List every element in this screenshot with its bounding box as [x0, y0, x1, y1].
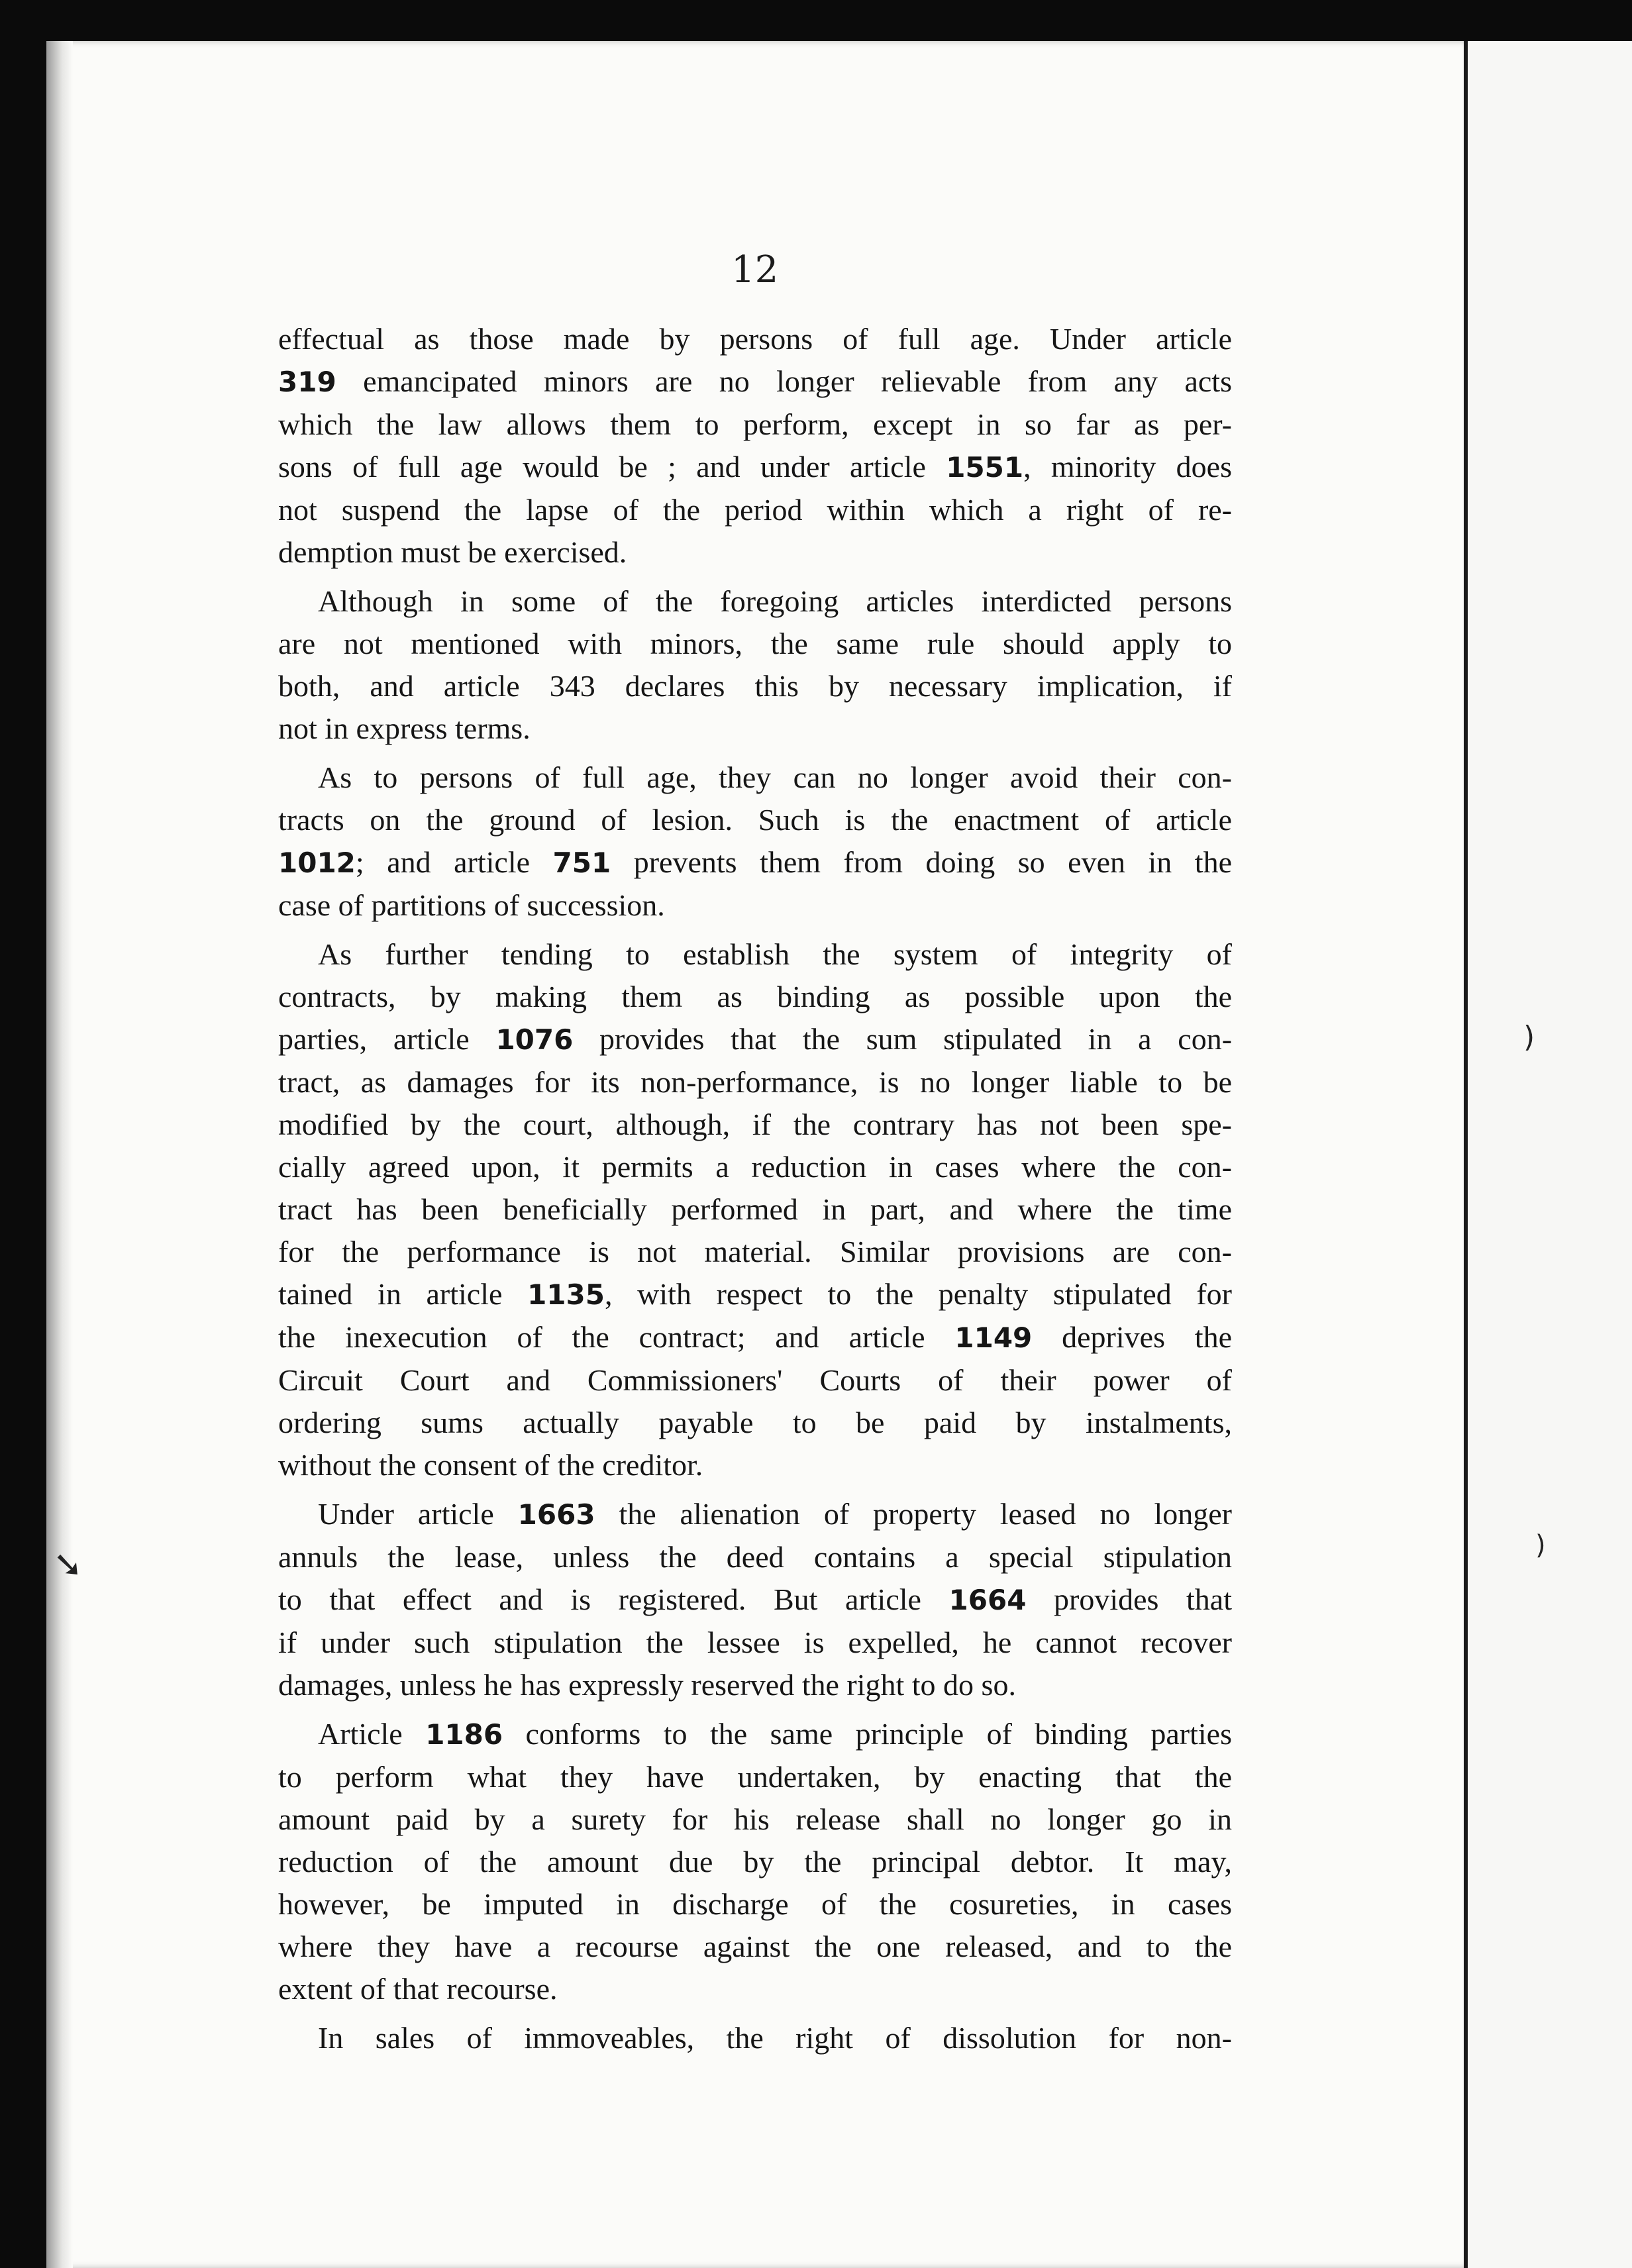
text-run: to perform what they have undertaken, by enacting that the [278, 1760, 1232, 1794]
page-number: 12 [731, 248, 779, 291]
text-line [278, 799, 1232, 841]
page-binding-shadow [46, 41, 73, 2268]
text-run: tract has been beneficially performed in part, and where the time [278, 1192, 1232, 1226]
text-run: effectual as those made by persons of full age. Under article [278, 322, 1232, 356]
text-run: parties, article [278, 1022, 496, 1056]
text-run: In sales of immoveables, the right of dissolution for non- [318, 2021, 1232, 2055]
text-run: to that effect and is registered. But article [278, 1582, 949, 1616]
paragraph [278, 318, 1232, 574]
text-line [278, 1926, 1232, 1968]
article-number: 1664 [948, 1584, 1027, 1616]
text-line [278, 623, 1232, 665]
text-run: , minority does [1023, 450, 1233, 484]
text-run: conforms to the same principle of binding parties [503, 1717, 1233, 1751]
margin-mark-left: ➘ [53, 1543, 83, 1585]
article-number: 1076 [495, 1023, 574, 1056]
text-run: tained in article [278, 1277, 528, 1311]
text-run: Circuit Court and Commissioners' Courts of their power of [278, 1363, 1232, 1397]
text-line [278, 360, 1232, 403]
text-run: provides that [1026, 1582, 1232, 1616]
text-line [278, 1188, 1232, 1231]
paragraph [278, 756, 1232, 927]
text-run: As further tending to establish the system of integrity of [318, 937, 1232, 971]
text-line [278, 1713, 1232, 1756]
text-line [278, 976, 1232, 1018]
text-line [278, 1359, 1232, 1402]
text-run: tract, as damages for its non-performance, is no longer liable to be [278, 1065, 1232, 1099]
text-line [278, 1316, 1232, 1359]
text-run: sons of full age would be ; and under article [278, 450, 946, 484]
adjacent-page-edge [1464, 41, 1632, 2268]
text-run: if under such stipulation the lessee is expelled, he cannot recover [278, 1625, 1232, 1659]
text-run: where they have a recourse against the one released, and to the [278, 1930, 1232, 1963]
text-run: emancipated minors are no longer relievable from any acts [336, 364, 1232, 398]
article-number: 1551 [946, 451, 1024, 484]
text-run: Article [318, 1717, 426, 1751]
article-number: 1149 [954, 1321, 1033, 1354]
text-run: , with respect to the penalty stipulated for [604, 1277, 1232, 1311]
text-run: modified by the court, although, if the contrary has not been spe- [278, 1108, 1232, 1141]
paragraph [278, 1713, 1232, 2010]
text-line [278, 1018, 1232, 1061]
text-line [278, 403, 1232, 446]
text-line [278, 1536, 1232, 1578]
text-line [278, 1578, 1232, 1622]
article-number: 1186 [425, 1718, 503, 1751]
article-number: 319 [278, 366, 336, 398]
text-run: extent of that recourse. [278, 1972, 558, 2006]
text-line [278, 531, 1232, 574]
text-line [278, 1883, 1232, 1926]
text-line [278, 1664, 1232, 1706]
article-number: 1663 [517, 1498, 595, 1531]
text-run: damages, unless he has expressly reserved the right to do so. [278, 1668, 1016, 1702]
text-line [278, 446, 1232, 489]
text-run: are not mentioned with minors, the same rule should apply to [278, 627, 1232, 660]
text-run: reduction of the amount due by the principal debtor. It may, [278, 1845, 1232, 1879]
text-run: Under article [318, 1497, 518, 1531]
text-line [278, 1061, 1232, 1104]
text-run: cially agreed upon, it permits a reduction in cases where the con- [278, 1150, 1232, 1184]
paragraph [278, 933, 1232, 1486]
text-line [278, 1146, 1232, 1188]
text-run: ; and article [355, 845, 553, 879]
text-run: annuls the lease, unless the deed contains a special stipulation [278, 1540, 1232, 1574]
text-line [278, 1622, 1232, 1664]
text-run: deprives the [1032, 1320, 1232, 1354]
paragraph [278, 1493, 1232, 1706]
text-line [278, 884, 1232, 927]
text-run: tracts on the ground of lesion. Such is the enactment of article [278, 803, 1232, 837]
text-line [278, 841, 1232, 884]
text-run: ordering sums actually payable to be paid by instalments, [278, 1406, 1232, 1439]
text-run: both, and article 343 declares this by necessary implication, if [278, 669, 1232, 703]
text-line [278, 1231, 1232, 1273]
text-line [278, 1444, 1232, 1486]
margin-mark-right-2: ) [1535, 1530, 1546, 1561]
text-line [278, 1756, 1232, 1798]
article-number: 1135 [527, 1278, 605, 1311]
text-line [278, 665, 1232, 707]
text-line [278, 707, 1232, 750]
text-run: provides that the sum stipulated in a con- [573, 1022, 1233, 1056]
paragraph [278, 2017, 1232, 2059]
text-line [278, 1841, 1232, 1883]
article-number: 1012 [278, 847, 356, 879]
text-run: not suspend the lapse of the period within which a right of re- [278, 493, 1232, 527]
text-run: for the performance is not material. Similar provisions are con- [278, 1235, 1232, 1268]
text-line [278, 756, 1232, 799]
text-line [278, 1104, 1232, 1146]
text-run: without the consent of the creditor. [278, 1448, 703, 1482]
paragraph [278, 580, 1232, 750]
margin-mark-right: ) [1523, 1020, 1535, 1054]
text-line [278, 1968, 1232, 2010]
text-line [278, 1798, 1232, 1841]
article-number: 751 [552, 847, 611, 879]
text-line [278, 489, 1232, 531]
text-run: the inexecution of the contract; and article [278, 1320, 955, 1354]
text-run: the alienation of property leased no longer [595, 1497, 1232, 1531]
text-line [278, 318, 1232, 360]
text-run: prevents them from doing so even in the [611, 845, 1232, 879]
text-run: contracts, by making them as binding as possible upon the [278, 980, 1232, 1013]
text-run: Although in some of the foregoing articles interdicted persons [318, 584, 1232, 618]
text-run: which the law allows them to perform, except in so far as per- [278, 407, 1232, 441]
text-run: not in express terms. [278, 711, 531, 745]
text-run: however, be imputed in discharge of the cosureties, in cases [278, 1887, 1232, 1921]
text-run: amount paid by a surety for his release shall no longer go in [278, 1802, 1232, 1836]
text-run: case of partitions of succession. [278, 888, 665, 922]
text-line [278, 1402, 1232, 1444]
body-text [278, 318, 1232, 2066]
text-line [278, 933, 1232, 976]
text-run: demption must be exercised. [278, 535, 627, 569]
text-line [278, 2017, 1232, 2059]
text-run: As to persons of full age, they can no longer avoid their con- [318, 760, 1232, 794]
text-line [278, 1493, 1232, 1536]
text-line [278, 580, 1232, 623]
text-line [278, 1273, 1232, 1316]
